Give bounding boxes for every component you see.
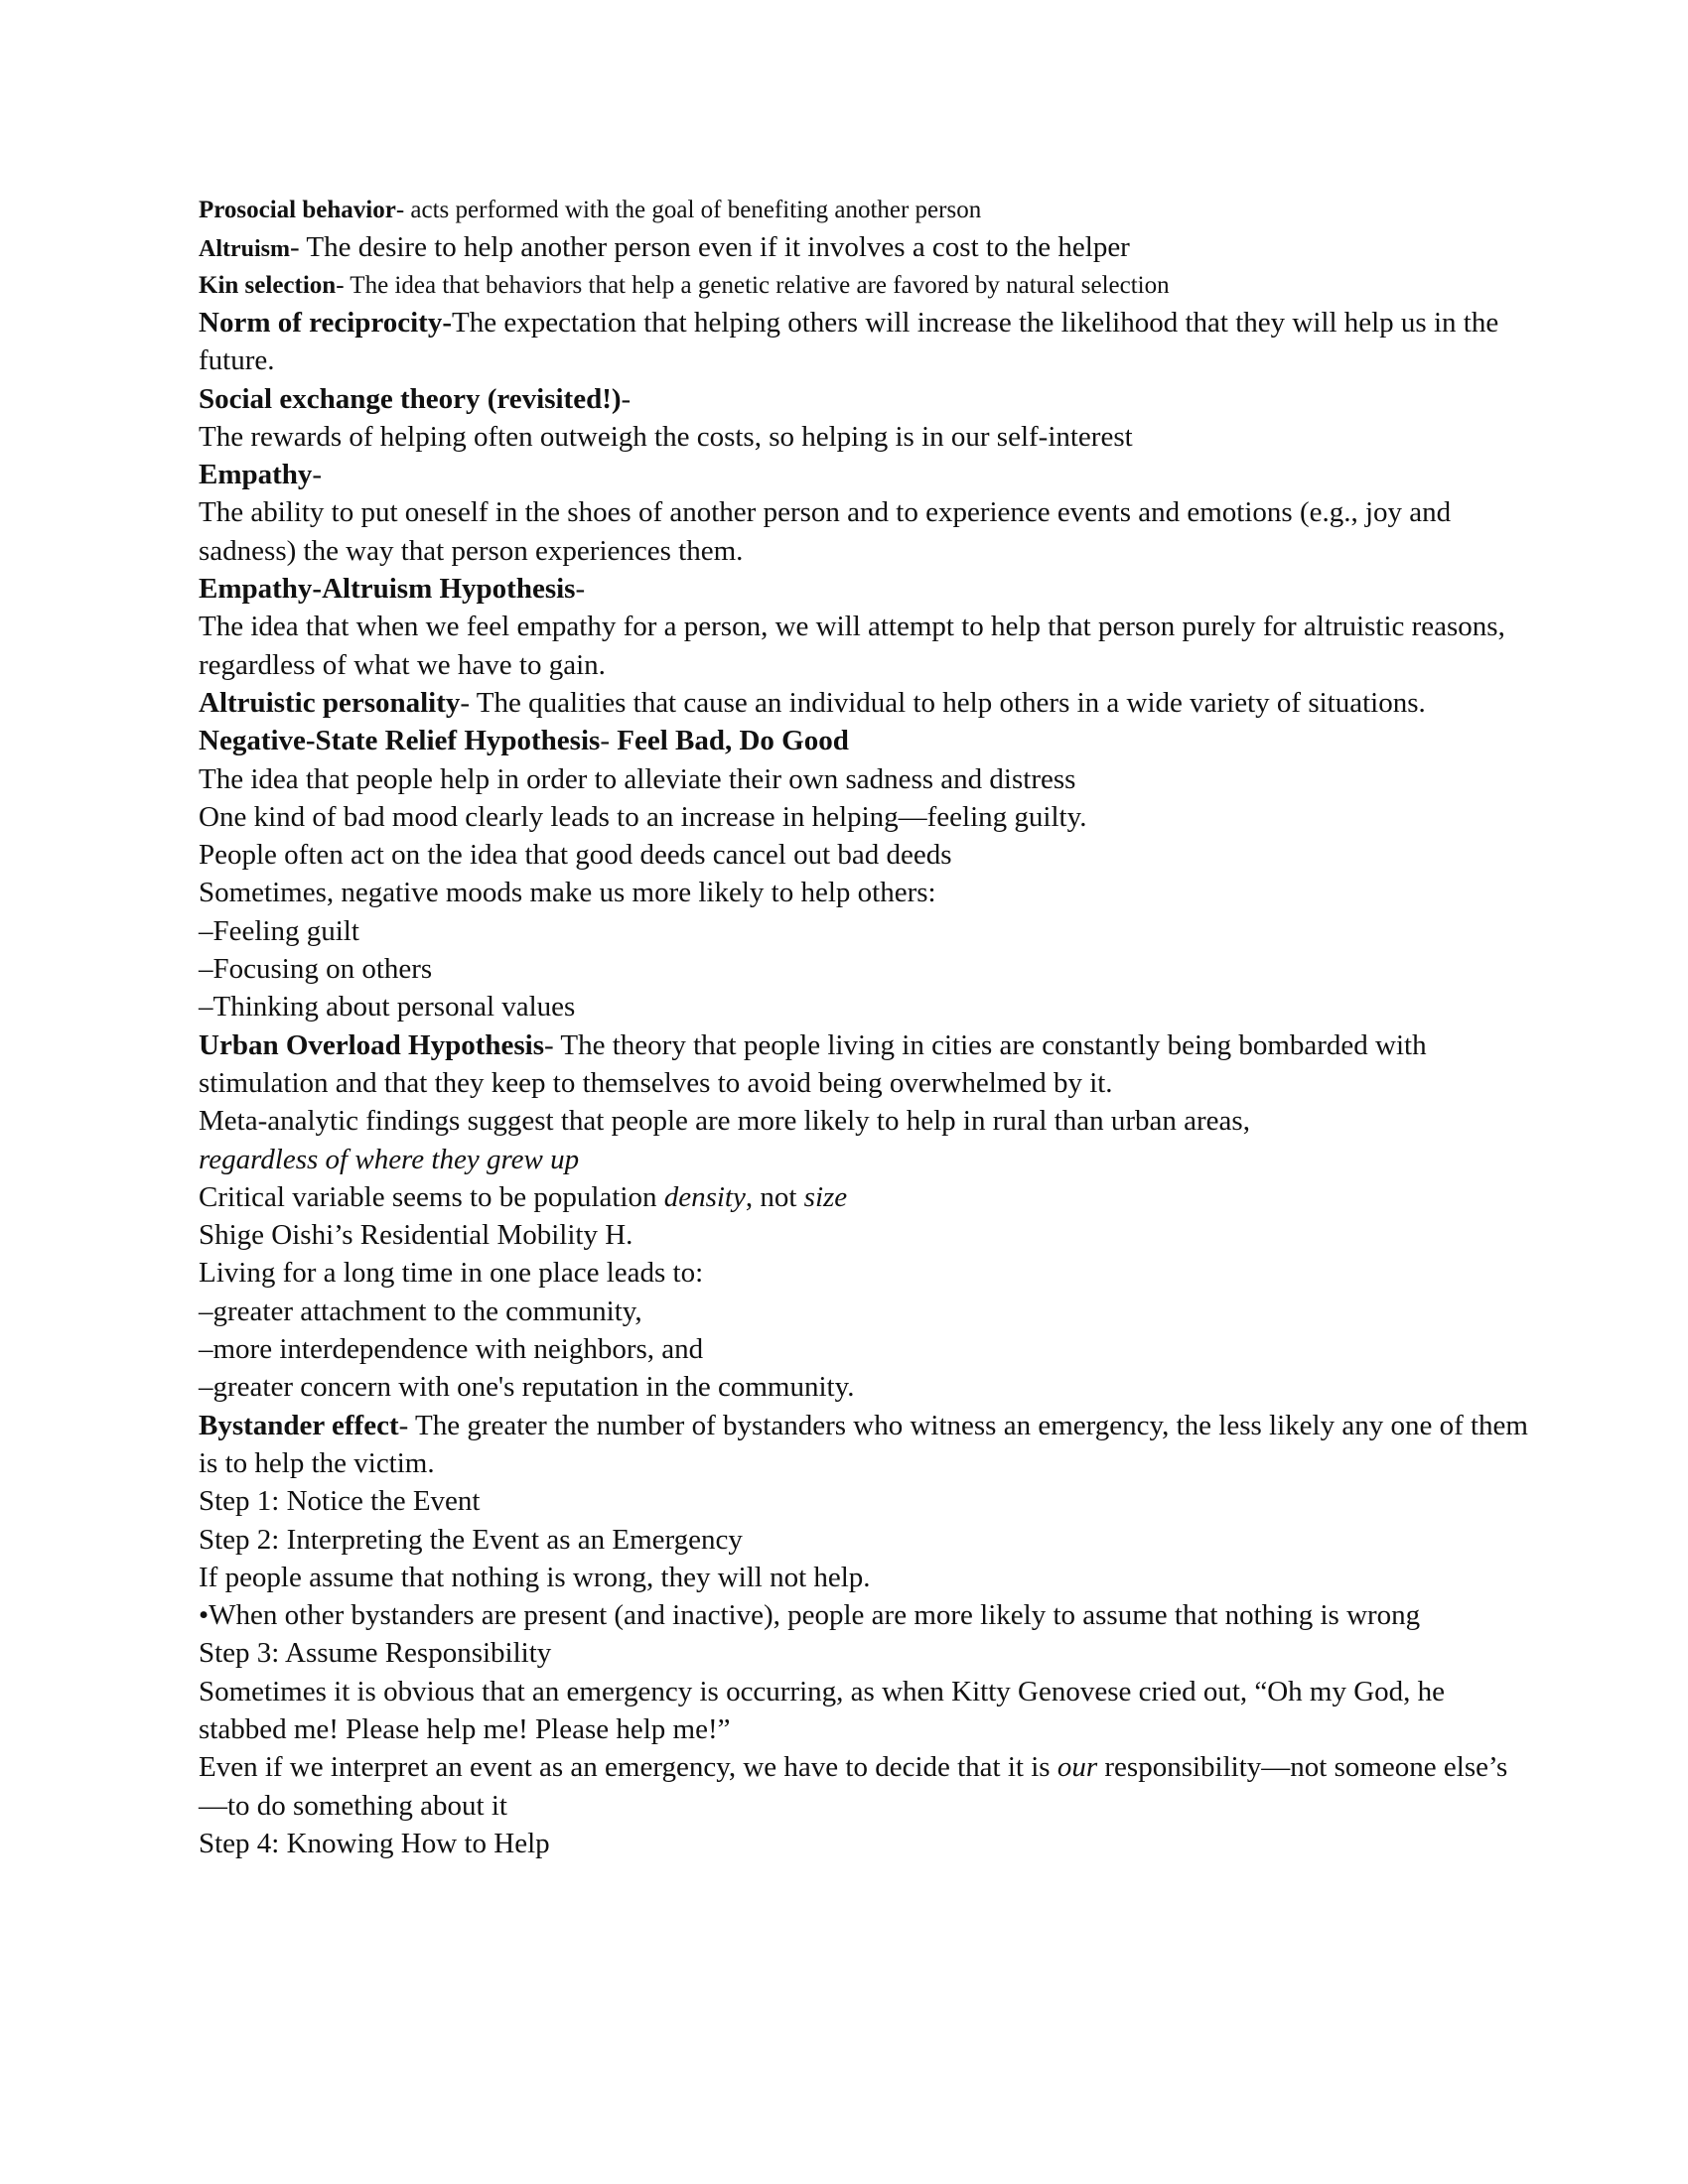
density-word: density [663, 1180, 746, 1213]
meta-analytic-line: Meta-analytic findings suggest that people are more likely to help in rural than urban areas, [199, 1105, 1250, 1138]
mobility-item-interdependence: –more interdependence with neighbors, and [199, 1333, 704, 1366]
document-page [199, 193, 1536, 1862]
step-1: Step 1: Notice the Event [199, 1485, 481, 1518]
negative-state-dash: - [600, 725, 618, 757]
size-word: size [803, 1180, 848, 1213]
term-bystander-effect: Bystander effect [199, 1409, 399, 1441]
altruism-entry [199, 228, 1529, 268]
def-kin-selection: - The idea that behaviors that help a genetic relative are favored by natural selection [336, 272, 1170, 299]
social-exchange-dash: - [621, 382, 632, 415]
our-word: our [1056, 1751, 1098, 1784]
altruistic-personality-entry [199, 684, 1529, 722]
negative-mood-item-values: –Thinking about personal values [199, 991, 576, 1024]
social-exchange-heading [199, 380, 1529, 418]
def-altruistic-personality: - The qualities that cause an individual to help others in a wide variety of situations. [460, 686, 1426, 719]
def-altruism: - The desire to help another person even if it involves a cost to the helper [290, 231, 1130, 263]
def-social-exchange: The rewards of helping often outweigh the costs, so helping is in our self-interest [199, 420, 1133, 453]
step-2-note: If people assume that nothing is wrong, they will not help. [199, 1561, 871, 1593]
kin-selection-entry [199, 268, 1529, 304]
residential-mobility-line: Shige Oishi’s Residential Mobility H. [199, 1219, 633, 1252]
empathy-dash: - [312, 459, 323, 491]
mobility-item-attachment: –greater attachment to the community, [199, 1295, 642, 1327]
responsibility-text-a: Even if we interpret an event as an emergency, we have to decide that it is [199, 1751, 1057, 1784]
term-altruism: Altruism [199, 236, 290, 262]
mobility-item-reputation: –greater concern with one's reputation in the community. [199, 1371, 855, 1404]
step-2-bullet: •When other bystanders are present (and inactive), people are more likely to assume that nothing is wrong [199, 1599, 1421, 1632]
negative-state-line-1: The idea that people help in order to alleviate their own sadness and distress [199, 762, 1076, 795]
negative-state-line-3: People often act on the idea that good deeds cancel out bad deeds [199, 839, 952, 872]
norm-of-reciprocity-entry [199, 304, 1529, 380]
def-bystander-effect: - The greater the number of bystanders who witness an emergency, the less likely any one of them is to help the victim. [199, 1409, 1536, 1479]
term-empathy: Empathy [199, 459, 313, 491]
negative-state-line-4: Sometimes, negative moods make us more likely to help others: [199, 877, 936, 909]
term-urban-overload: Urban Overload Hypothesis [199, 1028, 545, 1061]
term-negative-state-relief: Negative-State Relief Hypothesis [199, 725, 601, 757]
bystander-effect-entry [199, 1407, 1536, 1483]
negative-mood-item-guilt: –Feeling guilt [199, 914, 359, 947]
step-2: Step 2: Interpreting the Event as an Emergency [199, 1523, 743, 1556]
def-prosocial-behavior: - acts performed with the goal of benefiting another person [395, 197, 982, 223]
term-norm-of-reciprocity: Norm of reciprocity- [199, 307, 452, 339]
negative-state-line-2: One kind of bad mood clearly leads to an increase in helping—feeling guilty. [199, 800, 1087, 833]
step-3: Step 3: Assume Responsibility [199, 1637, 552, 1670]
def-empathy-altruism: The idea that when we feel empathy for a person, we will attempt to help that person purely for altruistic reasons, regardless of what we have to gain. [199, 611, 1513, 681]
not-word: , not [745, 1180, 804, 1213]
urban-overload-entry [199, 1026, 1529, 1103]
term-kin-selection: Kin selection [199, 272, 337, 299]
critical-variable-line [199, 1178, 1529, 1216]
prosocial-behavior-entry [199, 193, 1529, 228]
term-empathy-altruism: Empathy-Altruism Hypothesis [199, 573, 576, 606]
regardless-line: regardless of where they grew up [199, 1143, 580, 1175]
def-norm-of-reciprocity: The expectation that helping others will increase the likelihood that they will help us in the future. [199, 307, 1506, 377]
empathy-altruism-dash: - [575, 573, 586, 606]
responsibility-text-c: responsibility—not someone else’s—to do something about it [199, 1751, 1508, 1822]
negative-state-heading [199, 722, 1529, 759]
step-4: Step 4: Knowing How to Help [199, 1827, 550, 1859]
empathy-altruism-heading [199, 570, 1529, 608]
critical-variable-text: Critical variable seems to be population [199, 1180, 664, 1213]
negative-state-subtitle: Feel Bad, Do Good [617, 725, 849, 757]
term-social-exchange: Social exchange theory (revisited!) [199, 382, 622, 415]
living-long-time-line: Living for a long time in one place leads to: [199, 1257, 704, 1290]
term-prosocial-behavior: Prosocial behavior [199, 197, 396, 223]
def-empathy: The ability to put oneself in the shoes of another person and to experience events and emotions (e.g., joy and sadness) the way that person experiences them. [199, 496, 1459, 567]
def-urban-overload: - The theory that people living in cities are constantly being bombarded with stimulation and that they keep to themselves to avoid being overwhelmed by it. [199, 1028, 1434, 1099]
negative-mood-item-others: –Focusing on others [199, 953, 433, 986]
term-altruistic-personality: Altruistic personality [199, 686, 461, 719]
responsibility-line [199, 1748, 1529, 1825]
empathy-heading [199, 456, 1529, 493]
kitty-genovese-line: Sometimes it is obvious that an emergency is occurring, as when Kitty Genovese cried out, “Oh my God, he stabbed me! Please help me! Please help me!” [199, 1675, 1453, 1745]
